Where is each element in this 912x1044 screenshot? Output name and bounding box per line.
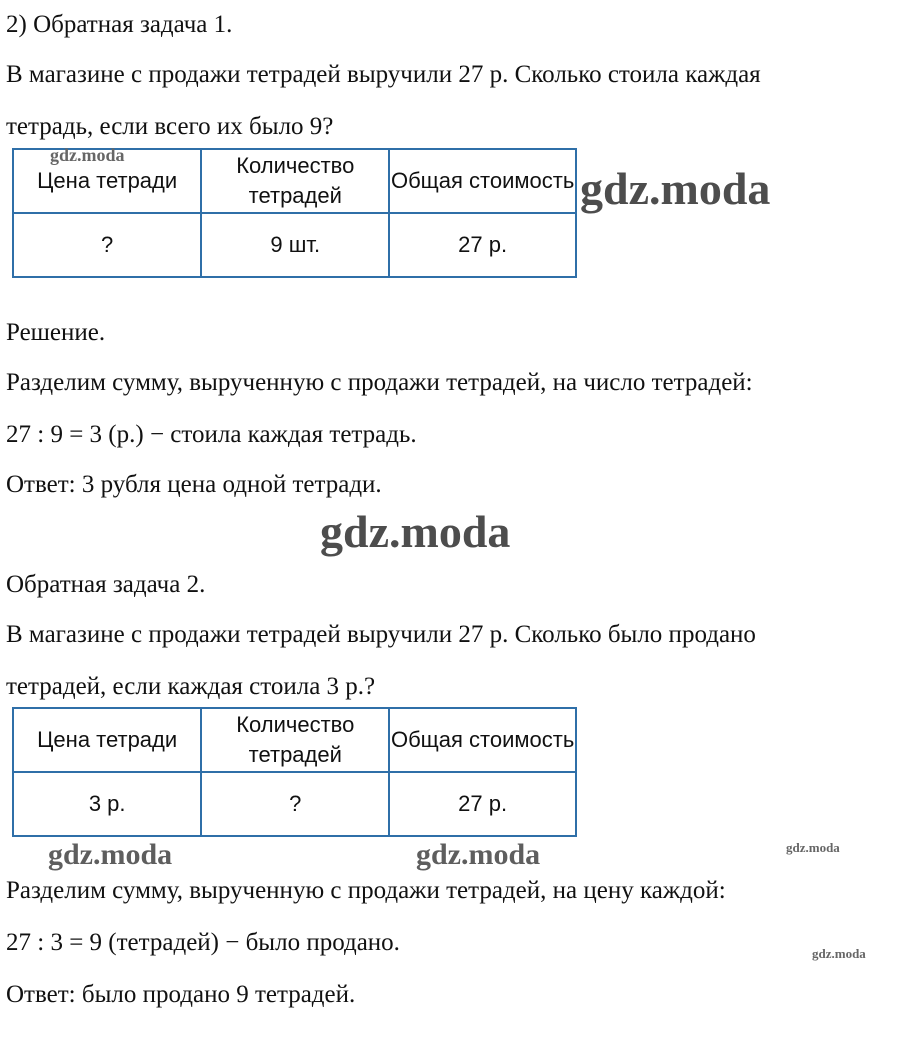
problem2-answer: Ответ: было продано 9 тетрадей. (6, 981, 356, 1008)
header-price: Цена тетради (13, 708, 201, 772)
cell-price: ? (13, 213, 201, 277)
table-row (13, 772, 576, 836)
cell-quantity: ? (201, 772, 389, 836)
table-header-row (13, 708, 576, 772)
problem1-step1: Разделим сумму, вырученную с продажи тетрадей, на число тетрадей: (6, 369, 753, 396)
problem1-answer: Ответ: 3 рубля цена одной тетради. (6, 471, 382, 498)
cell-total: 27 р. (389, 772, 576, 836)
problem2-step1: Разделим сумму, вырученную с продажи тетрадей, на цену каждой: (6, 877, 726, 904)
table-row (13, 213, 576, 277)
problem2-equation: 27 : 3 = 9 (тетрадей) − было продано. (6, 929, 400, 956)
problem2-text-line1: В магазине с продажи тетрадей выручили 27 р. Сколько было продано (6, 621, 756, 648)
problem2-heading: Обратная задача 2. (6, 571, 206, 598)
watermark-logo: gdz.moda (580, 163, 771, 214)
watermark-logo: gdz.moda (812, 946, 866, 961)
cell-quantity: 9 шт. (201, 213, 389, 277)
watermark-logo: gdz.moda (320, 506, 511, 557)
header-total: Общая стоимость (389, 708, 576, 772)
problem1-equation: 27 : 9 = 3 (р.) − стоила каждая тетрадь. (6, 421, 417, 448)
problem1-table (12, 148, 577, 278)
header-price: Цена тетради (13, 149, 201, 213)
watermark-logo: gdz.moda (50, 145, 125, 165)
watermark-logo: gdz.moda (48, 838, 173, 871)
cell-total: 27 р. (389, 213, 576, 277)
cell-price: 3 р. (13, 772, 201, 836)
watermark-logo: gdz.moda (416, 838, 541, 871)
problem2-table (12, 707, 577, 837)
header-quantity: Количество тетрадей (201, 708, 389, 772)
problem1-text-line2: тетрадь, если всего их было 9? (6, 113, 334, 140)
problem2-text-line2: тетрадей, если каждая стоила 3 р.? (6, 673, 376, 700)
header-total: Общая стоимость (389, 149, 576, 213)
problem1-solution-label: Решение. (6, 319, 106, 346)
problem1-heading: 2) Обратная задача 1. (6, 11, 233, 38)
problem1-text-line1: В магазине с продажи тетрадей выручили 27 р. Сколько стоила каждая (6, 61, 761, 88)
header-quantity: Количество тетрадей (201, 149, 389, 213)
watermark-logo: gdz.moda (786, 840, 840, 855)
